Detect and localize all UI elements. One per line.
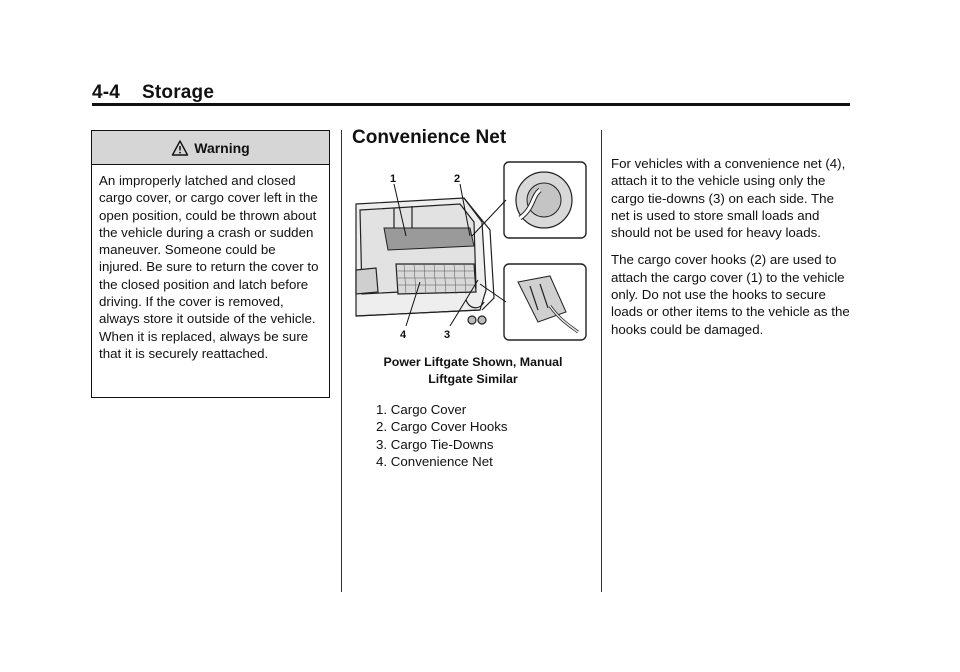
- callout-4: 4: [400, 329, 407, 341]
- callout-3: 3: [444, 329, 451, 341]
- warning-title: Warning: [194, 139, 250, 156]
- legend-number: 3.: [376, 436, 388, 452]
- caption-line-1: Power Liftgate Shown, Manual: [383, 355, 563, 369]
- warning-header: [92, 131, 329, 165]
- legend-item: [376, 453, 508, 470]
- warning-box: [91, 130, 330, 398]
- warning-text: An improperly latched and closed cargo cover, or cargo cover left in the open position, could be thrown about the vehicle during a crash or sudden maneuver. Someone could be injured. Be sure to return the cover to the closed position and latch before driving. If the cover is removed, always store it outside of the vehicle. When it is replaced, always be sure that it is securely reattached.: [99, 173, 319, 361]
- legend-item: [376, 418, 508, 435]
- section-name: Storage: [141, 82, 215, 103]
- legend-label: Cargo Cover: [390, 402, 467, 417]
- warning-triangle-icon: [171, 139, 189, 157]
- legend-label: Cargo Tie-Downs: [390, 436, 494, 452]
- legend-item: [376, 436, 508, 453]
- body-text-column: [611, 155, 851, 348]
- page-header: [92, 82, 214, 104]
- figure-caption: [356, 354, 590, 388]
- header-rule: [92, 103, 850, 106]
- hook-detail-inset: [504, 162, 586, 238]
- paragraph-net-usage: For vehicles with a convenience net (4), attach it to the vehicle using only the cargo tie-downs (3) on each side. The net is used to store small loads and should not be used for heavy loads.: [611, 156, 846, 241]
- vehicle-drawing: [356, 198, 494, 324]
- column-divider-right: [601, 130, 602, 592]
- callout-2: 2: [454, 173, 461, 185]
- legend-label: Convenience Net: [390, 453, 493, 469]
- cargo-cover-shape: [384, 228, 474, 250]
- legend-label: Cargo Cover Hooks: [390, 419, 508, 435]
- callout-1: 1: [390, 173, 397, 185]
- cargo-area-illustration: [354, 160, 588, 344]
- caption-line-2: Liftgate Similar: [428, 372, 518, 386]
- page-number: 4-4: [92, 82, 121, 103]
- section-title: Convenience Net: [352, 127, 507, 148]
- convenience-net-shape: [396, 264, 476, 294]
- legend-number: 4.: [376, 453, 388, 469]
- column-divider-left: [341, 130, 342, 592]
- legend-number: 1.: [376, 402, 388, 417]
- legend-number: 2.: [376, 419, 388, 435]
- tie-down-detail-inset: [504, 264, 586, 340]
- legend-item: [376, 401, 508, 418]
- figure-legend: [376, 401, 508, 470]
- paragraph-hooks-usage: The cargo cover hooks (2) are used to attach the cargo cover (1) to the vehicle only. Do not use the hooks to secure loads or other items to the vehicle as the hooks could be damaged.: [611, 252, 850, 337]
